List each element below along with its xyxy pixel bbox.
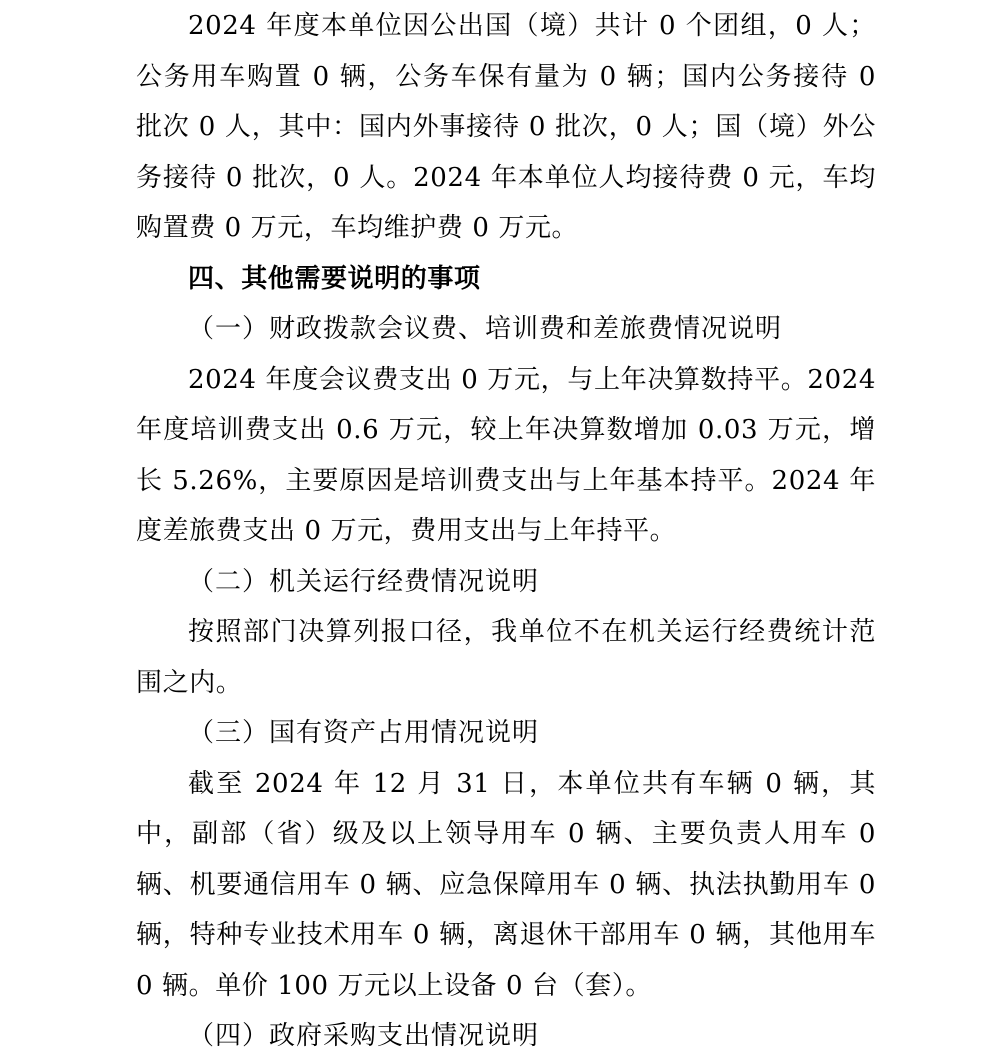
paragraph-meeting-training-travel: 2024 年度会议费支出 0 万元，与上年决算数持平。2024 年度培训费支出 0.6 万元，较上年决算数增加 0.03 万元，增长 5.26%，主要原因是培训费支出与上年基本持平。2024 年度差旅费支出 0 万元，费用支出与上年持平。 <box>136 364 876 546</box>
paragraph-state-assets: 截至 2024 年 12 月 31 日，本单位共有车辆 0 辆，其中，副部（省）级及以上领导用车 0 辆、主要负责人用车 0 辆、机要通信用车 0 辆、应急保障用车 0 辆、执法执勤用车 0 辆，特种专业技术用车 0 辆，离退休干部用车 0 辆，其他用车 0 辆。单价 100 万元以上设备 0 台（套）。 <box>136 768 876 1001</box>
subsection-heading-meeting-training-travel: （一）财政拨款会议费、培训费和差旅费情况说明 <box>188 314 783 344</box>
subsection-heading-government-procurement: （四）政府采购支出情况说明 <box>188 1021 540 1051</box>
subsection-heading-state-assets: （三）国有资产占用情况说明 <box>188 718 540 748</box>
document-page <box>136 0 876 1062</box>
paragraph-operating-expenses: 按照部门决算列报口径，我单位不在机关运行经费统计范围之内。 <box>136 617 876 698</box>
subsection-heading-operating-expenses: （二）机关运行经费情况说明 <box>188 566 540 597</box>
paragraph-public-affairs-summary: 2024 年度本单位因公出国（境）共计 0 个团组，0 人；公务用车购置 0 辆，公务车保有量为 0 辆；国内公务接待 0 批次 0 人，其中：国内外事接待 0 批次，0 人；国（境）外公务接待 0 批次，0 人。2024 年本单位人均接待费 0 元，车均购置费 0 万元，车均维护费 0 万元。 <box>136 11 876 243</box>
section-heading-other-matters: 四、其他需要说明的事项 <box>188 263 481 294</box>
